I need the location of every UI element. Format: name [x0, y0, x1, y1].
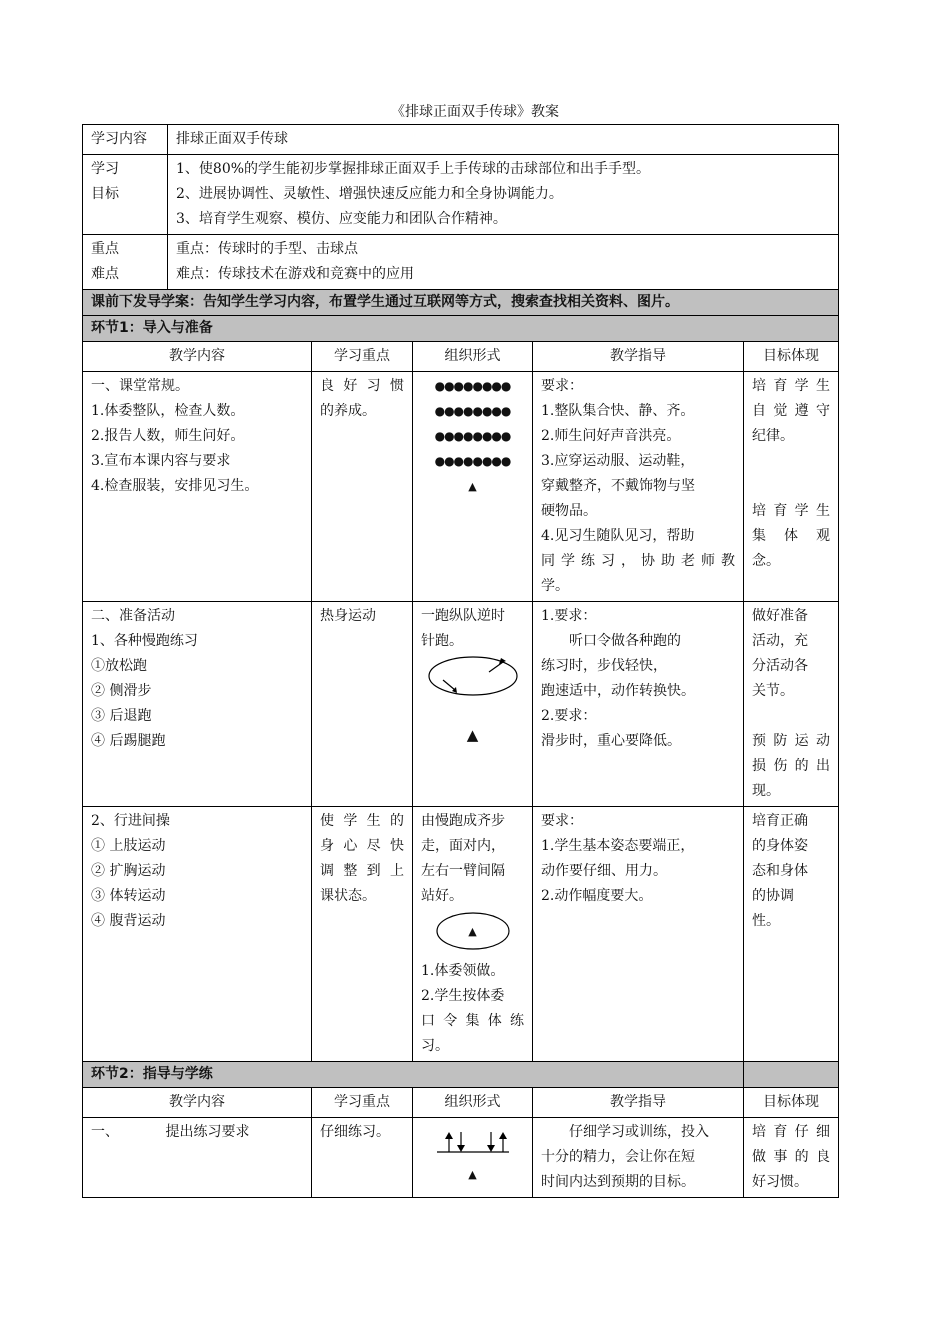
- keypoints-row: [83, 235, 839, 290]
- formation-line: 1.体委领做。: [421, 963, 505, 979]
- teacher-triangle-icon: ▲: [466, 726, 479, 744]
- marching-line: ① 上肢运动: [91, 838, 166, 854]
- keypoints-label-line: 重点: [91, 241, 119, 257]
- content-value: 排球正面双手传球: [168, 125, 839, 155]
- marching-goal: [744, 807, 839, 1062]
- section2-title-blank: [744, 1062, 839, 1088]
- header-focus: 学习重点: [312, 342, 413, 372]
- focus-line: 调整到上: [320, 863, 404, 879]
- practice-row: [83, 1118, 839, 1198]
- goal-line: 损伤的出: [752, 758, 831, 774]
- marching-guide: [533, 807, 744, 1062]
- guide-line: 滑步时，重心要降低。: [541, 733, 681, 749]
- warmup-row: [83, 602, 839, 807]
- pass-practice-diagram: [435, 1124, 511, 1162]
- goal-line: 集 体 观: [752, 528, 831, 544]
- warmup-line: 二、准备活动: [91, 608, 175, 624]
- goal-line: 做好准备: [752, 608, 808, 624]
- focus-line: 仔细练习。: [320, 1124, 390, 1140]
- warmup-line: 1、各种慢跑练习: [91, 633, 198, 649]
- practice-guide: [533, 1118, 744, 1198]
- formation-line: 走，面对内，: [421, 838, 505, 854]
- goal-line: 培育正确: [752, 813, 808, 829]
- guide-line: 跑速适中，动作转换快。: [541, 683, 695, 699]
- practice-text: 提出练习要求: [165, 1124, 250, 1140]
- student-row-dots: ●●●●●●●●: [434, 429, 511, 443]
- practice-formation: [413, 1118, 533, 1198]
- guide-line: 2.师生问好声音洪亮。: [541, 428, 681, 444]
- circle-formation-diagram: [435, 911, 511, 951]
- guide-line: 同学练习，协助老师教: [541, 553, 735, 569]
- guide-line: 要求：: [541, 813, 583, 829]
- goal-line: 做事的良: [752, 1149, 831, 1165]
- section1-title-row: [83, 316, 839, 342]
- goal-line: 好习惯。: [752, 1174, 808, 1190]
- goal-line: 性。: [752, 913, 780, 929]
- focus-line: 课状态。: [320, 888, 376, 904]
- guide-line: 听口令做各种跑的: [541, 633, 681, 649]
- warmup-focus: [312, 602, 413, 807]
- guide-line: 仔细学习或训练，投入: [541, 1124, 709, 1140]
- goal-line: 现。: [752, 783, 780, 799]
- header-goal: 目标体现: [744, 1088, 839, 1118]
- warmup-line: ①放松跑: [91, 658, 147, 674]
- goal-line: 培育学生: [752, 378, 831, 394]
- goal-spacer: [752, 449, 830, 474]
- header-formation: 组织形式: [413, 1088, 533, 1118]
- goal-line: 活动，充: [752, 633, 808, 649]
- goal-item: 3、培育学生观察、模仿、应变能力和团队合作精神。: [176, 211, 507, 227]
- practice-line: [91, 1120, 303, 1145]
- marching-line: ③ 体转运动: [91, 888, 166, 904]
- routine-line: 1.体委整队，检查人数。: [91, 403, 245, 419]
- header-goal: 目标体现: [744, 342, 839, 372]
- guide-line: 2.动作幅度要大。: [541, 888, 653, 904]
- goal-item: 2、进展协调性、灵敏性、增强快速反应能力和全身协调能力。: [176, 186, 563, 202]
- guide-line: 1.要求：: [541, 608, 597, 624]
- focus-line: 身心尽快: [320, 838, 404, 854]
- focus-line: 使学生的: [320, 813, 404, 829]
- routine-guide: [533, 372, 744, 602]
- header-focus: 学习重点: [312, 1088, 413, 1118]
- formation-line: 针跑。: [421, 633, 463, 649]
- routine-focus: [312, 372, 413, 602]
- guide-line: 1.学生基本姿态要端正，: [541, 838, 695, 854]
- goal-line: 预防运动: [752, 733, 831, 749]
- keypoints-label-line: 难点: [91, 266, 119, 282]
- warmup-line: ④ 后踢腿跑: [91, 733, 166, 749]
- practice-number: 一、: [91, 1124, 119, 1140]
- difficult-point: 难点：传球技术在游戏和竞赛中的应用: [176, 266, 414, 282]
- guide-line: 动作要仔细、用力。: [541, 863, 667, 879]
- guide-line: 十分的精力，会让你在短: [541, 1149, 695, 1165]
- goals-label: [83, 155, 168, 235]
- student-row-dots: ●●●●●●●●: [434, 379, 511, 393]
- marching-focus: [312, 807, 413, 1062]
- goal-line: 培育学生: [752, 503, 831, 519]
- header-content: 教学内容: [83, 1088, 312, 1118]
- goal-line: 态和身体: [752, 863, 808, 879]
- goals-list: [168, 155, 839, 235]
- guide-line: 时间内达到预期的目标。: [541, 1174, 695, 1190]
- keypoints-label: [83, 235, 168, 290]
- goal-line: 的身体姿: [752, 838, 808, 854]
- routine-line: 一、课堂常规。: [91, 378, 189, 394]
- teacher-triangle-icon: ▲: [468, 1168, 477, 1181]
- guide-line: 穿戴整齐，不戴饰物与坚: [541, 478, 695, 494]
- formation-line: 一跑纵队逆时: [421, 608, 505, 624]
- keypoints-text: [168, 235, 839, 290]
- routine-line: 4.检查服装，安排见习生。: [91, 478, 259, 494]
- goal-spacer: [752, 704, 830, 729]
- lesson-plan-table: [82, 124, 839, 1198]
- counterclockwise-run-diagram: [425, 654, 521, 698]
- guide-line: 练习时，步伐轻快，: [541, 658, 667, 674]
- formation-line: 习。: [421, 1038, 449, 1054]
- guide-line: 硬物品。: [541, 503, 597, 519]
- header-guide: 教学指导: [533, 342, 744, 372]
- header-content: 教学内容: [83, 342, 312, 372]
- marching-content: [83, 807, 312, 1062]
- key-point: 重点：传球时的手型、击球点: [176, 241, 358, 257]
- preview-row: [83, 290, 839, 316]
- formation-line: 左右一臂间隔: [421, 863, 505, 879]
- routine-content: [83, 372, 312, 602]
- section2-header-row: [83, 1088, 839, 1118]
- goals-label-line: 目标: [91, 186, 119, 202]
- routine-line: 3.宣布本课内容与要求: [91, 453, 231, 469]
- warmup-line: ③ 后退跑: [91, 708, 152, 724]
- goals-row: [83, 155, 839, 235]
- routine-formation: [413, 372, 533, 602]
- section1-header-row: [83, 342, 839, 372]
- practice-content: [83, 1118, 312, 1198]
- marching-line: 2、行进间操: [91, 813, 170, 829]
- goal-spacer: [752, 474, 830, 499]
- warmup-line: ② 侧滑步: [91, 683, 152, 699]
- guide-line: 学。: [541, 578, 569, 594]
- content-row: [83, 125, 839, 155]
- warmup-goal: [744, 602, 839, 807]
- document-title: 《排球正面双手传球》教案: [391, 104, 559, 120]
- practice-focus: [312, 1118, 413, 1198]
- preview-text: 课前下发导学案：告知学生学习内容，布置学生通过互联网等方式，搜索查找相关资料、图片。: [83, 290, 839, 316]
- guide-line: 3.应穿运动服、运动鞋，: [541, 453, 695, 469]
- guide-line: 4.见习生随队见习，帮助: [541, 528, 695, 544]
- marching-row: [83, 807, 839, 1062]
- content-label: 学习内容: [83, 125, 168, 155]
- goal-line: 关节。: [752, 683, 794, 699]
- warmup-formation: [413, 602, 533, 807]
- routine-goal: [744, 372, 839, 602]
- goal-line: 自觉遵守: [752, 403, 831, 419]
- section2-title: 环节2：指导与学练: [83, 1062, 744, 1088]
- warmup-guide: [533, 602, 744, 807]
- goal-line: 纪律。: [752, 428, 794, 444]
- goal-line: 的协调: [752, 888, 794, 904]
- practice-goal: [744, 1118, 839, 1198]
- routine-row: [83, 372, 839, 602]
- guide-line: 1.整队集合快、静、齐。: [541, 403, 695, 419]
- formation-line: 口令集体练: [421, 1013, 524, 1029]
- marching-line: ② 扩胸运动: [91, 863, 166, 879]
- header-guide: 教学指导: [533, 1088, 744, 1118]
- goal-line: 分活动各: [752, 658, 808, 674]
- goal-line: 培育仔细: [752, 1124, 831, 1140]
- goals-label-line: 学习: [91, 161, 119, 177]
- focus-line: 热身运动: [320, 608, 376, 624]
- focus-line: 的养成。: [320, 403, 376, 419]
- goal-line: 念。: [752, 553, 780, 569]
- warmup-content: [83, 602, 312, 807]
- student-row-dots: ●●●●●●●●: [434, 454, 511, 468]
- formation-line: 站好。: [421, 888, 463, 904]
- section1-title: 环节1：导入与准备: [83, 316, 839, 342]
- formation-spacer: [421, 698, 524, 723]
- routine-line: 2.报告人数，师生问好。: [91, 428, 245, 444]
- formation-line: 由慢跑成齐步: [421, 813, 505, 829]
- marching-line: ④ 腹背运动: [91, 913, 166, 929]
- section2-title-row: [83, 1062, 839, 1088]
- guide-line: 要求：: [541, 378, 583, 394]
- header-formation: 组织形式: [413, 342, 533, 372]
- teacher-triangle-icon: ▲: [468, 480, 477, 493]
- guide-line: 2.要求：: [541, 708, 597, 724]
- teacher-triangle-icon: ▲: [468, 925, 477, 938]
- goal-item: 1、使80%的学生能初步掌握排球正面双手上手传球的击球部位和出手手型。: [176, 161, 651, 177]
- formation-line: 2.学生按体委: [421, 988, 505, 1004]
- student-row-dots: ●●●●●●●●: [434, 404, 511, 418]
- marching-formation: [413, 807, 533, 1062]
- focus-line: 良好习惯: [320, 378, 404, 394]
